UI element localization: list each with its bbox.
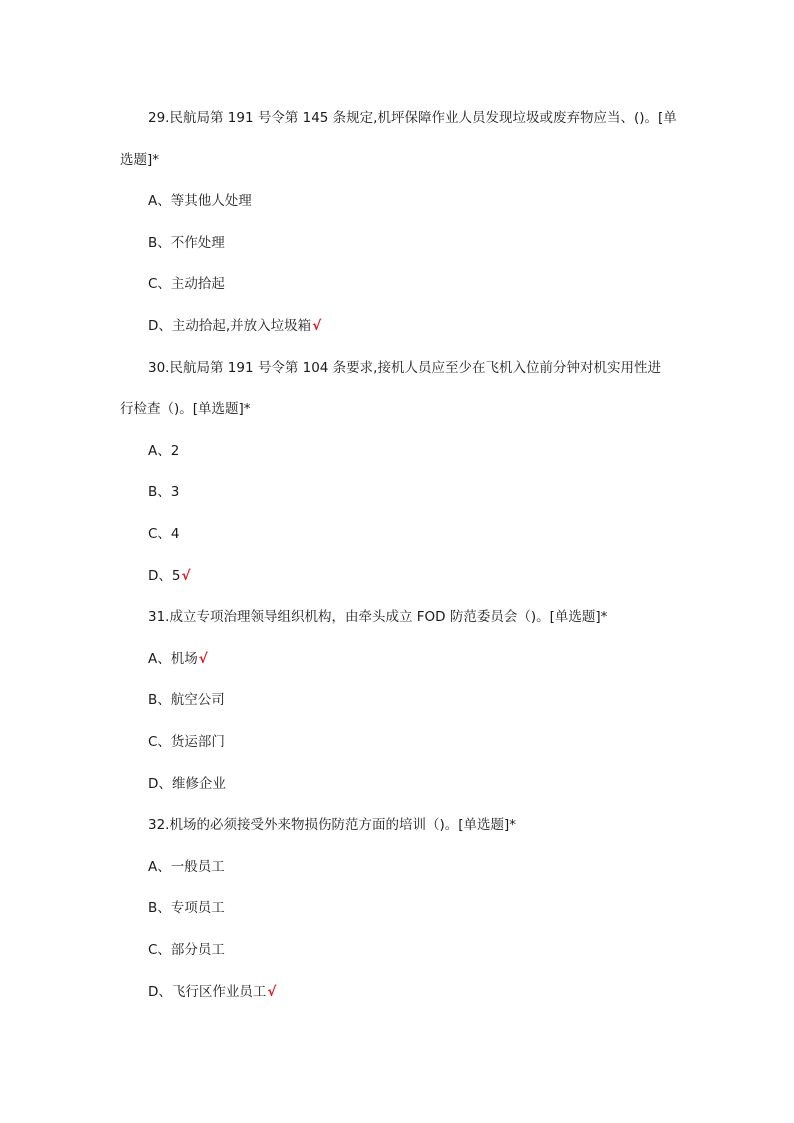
question-30-stem: 30.民航局第 191 号令第 104 条要求,接机人员应至少在飞机入位前分钟对机实用性进 [148,360,661,376]
question-29-stem: 29.民航局第 191 号令第 145 条规定,机坪保障作业人员发现垃圾或废弃物应当、()。[单 [148,110,677,126]
question-29-option-c: C、主动拾起 [148,276,225,292]
question-31-option-d: D、维修企业 [148,776,226,792]
question-29-option-d [148,316,321,336]
question-30-option-a: A、2 [148,443,180,459]
question-29-option-b: B、不作处理 [148,235,225,251]
question-29-option-a: A、等其他人处理 [148,193,252,209]
question-31-option-b: B、航空公司 [148,692,225,708]
question-29-stem-continued: 选题]* [120,152,160,168]
question-30-stem-continued: 行检查（)。[单选题]* [120,401,251,417]
question-30-option-d [148,566,191,586]
correct-check-icon: √ [181,568,191,584]
question-32-option-d [148,982,276,1002]
correct-check-icon: √ [267,984,277,1000]
question-31-stem: 31.成立专项治理领导组织机构，由牵头成立 FOD 防范委员会（)。[单选题]* [148,609,608,625]
option-label: D、5 [148,568,181,584]
correct-check-icon: √ [198,651,208,667]
question-30-option-c: C、4 [148,526,180,542]
correct-check-icon: √ [312,318,322,334]
question-31-option-a [148,649,208,669]
option-label: A、机场 [148,651,198,667]
question-32-option-b: B、专项员工 [148,900,225,916]
question-31-option-c: C、货运部门 [148,734,225,750]
question-30-option-b: B、3 [148,484,180,500]
option-label: D、主动拾起,并放入垃圾箱 [148,318,312,334]
option-label: D、飞行区作业员工 [148,984,267,1000]
question-32-option-a: A、一般员工 [148,859,225,875]
question-32-option-c: C、部分员工 [148,942,225,958]
question-32-stem: 32.机场的必须接受外来物损伤防范方面的培训（)。[单选题]* [148,817,517,833]
